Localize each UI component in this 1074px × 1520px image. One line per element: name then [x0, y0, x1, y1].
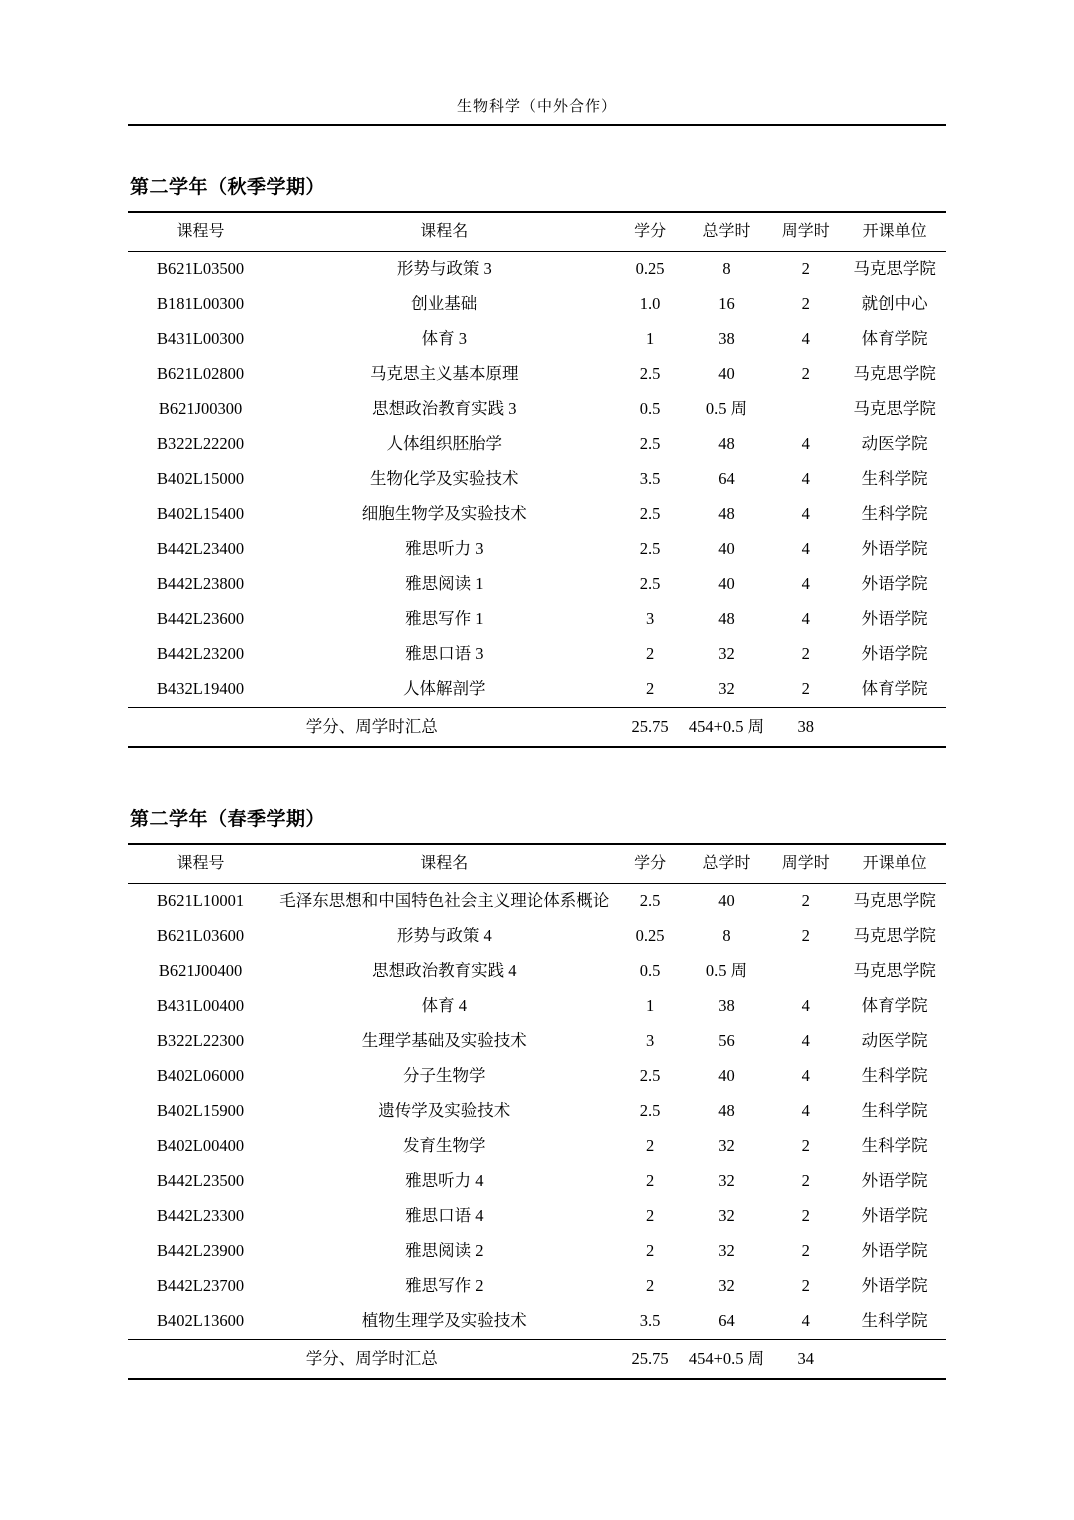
cell-credit: 2 — [645, 644, 655, 664]
cell-total-hours: 48 — [718, 504, 735, 524]
cell-total-hours: 16 — [718, 294, 735, 314]
column-header-unit: 开课单位 — [843, 212, 946, 252]
cell-unit: 外语学院 — [861, 539, 928, 559]
cell-unit: 体育学院 — [861, 679, 928, 699]
cell-name: 思想政治教育实践 3 — [372, 399, 517, 419]
cell-credit: 2.5 — [639, 364, 661, 384]
cell-unit: 外语学院 — [861, 1171, 928, 1191]
cell-code: B621L03500 — [156, 259, 245, 279]
cell-credit: 2 — [645, 1241, 655, 1261]
total-credit: 25.75 — [615, 708, 684, 748]
cell-name: 形势与政策 3 — [396, 259, 492, 279]
cell-total-hours: 8 — [722, 926, 731, 946]
cell-weekly-hours: 4 — [801, 329, 810, 349]
cell-code: B442L23700 — [156, 1276, 245, 1296]
table-total-row — [128, 708, 946, 748]
cell-unit: 体育学院 — [861, 996, 928, 1016]
cell-unit: 马克思学院 — [853, 364, 936, 384]
cell-code: B431L00400 — [156, 996, 245, 1016]
cell-code: B432L19400 — [156, 679, 245, 699]
cell-credit: 0.5 — [639, 961, 661, 981]
section-autumn — [128, 172, 946, 748]
cell-name: 雅思口语 4 — [405, 1206, 484, 1226]
cell-weekly-hours: 2 — [801, 1241, 810, 1261]
cell-total-hours: 40 — [718, 364, 735, 384]
cell-total-hours: 40 — [718, 891, 735, 911]
cell-credit: 2.5 — [639, 504, 661, 524]
cell-credit: 1 — [645, 329, 655, 349]
cell-credit: 2.5 — [639, 1066, 661, 1086]
cell-credit: 2 — [645, 679, 655, 699]
section-spring — [128, 804, 946, 1380]
cell-code: B322L22300 — [156, 1031, 245, 1051]
cell-code: B442L23400 — [156, 539, 245, 559]
cell-name: 人体组织胚胎学 — [386, 434, 502, 454]
cell-credit: 1.0 — [639, 294, 661, 314]
cell-total-hours: 32 — [718, 644, 735, 664]
column-header-weekly-hours: 周学时 — [768, 844, 843, 884]
page-header: 生物科学（中外合作） — [128, 0, 946, 126]
cell-code: B621J00300 — [158, 399, 243, 419]
total-unit — [843, 708, 946, 748]
cell-credit: 2 — [645, 1171, 655, 1191]
table-header-row — [128, 844, 946, 884]
cell-unit: 生科学院 — [861, 469, 928, 489]
cell-total-hours: 38 — [718, 996, 735, 1016]
cell-code: B402L06000 — [156, 1066, 245, 1086]
cell-code: B402L13600 — [156, 1311, 245, 1331]
cell-total-hours: 40 — [718, 539, 735, 559]
cell-credit: 2 — [645, 1206, 655, 1226]
table-header-row — [128, 212, 946, 252]
cell-credit: 2.5 — [639, 434, 661, 454]
cell-unit: 生科学院 — [861, 1101, 928, 1121]
column-header-total-hours: 总学时 — [685, 212, 769, 252]
cell-name: 生理学基础及实验技术 — [361, 1031, 527, 1051]
cell-total-hours: 32 — [718, 679, 735, 699]
cell-unit: 生科学院 — [861, 1311, 928, 1331]
cell-weekly-hours: 2 — [801, 926, 810, 946]
table-row — [128, 1234, 946, 1269]
column-header-name: 课程名 — [273, 212, 615, 252]
cell-credit: 0.5 — [639, 399, 661, 419]
cell-weekly-hours: 4 — [801, 504, 810, 524]
cell-code: B442L23200 — [156, 644, 245, 664]
table-row — [128, 532, 946, 567]
total-label: 学分、周学时汇总 — [128, 1340, 615, 1380]
cell-unit: 生科学院 — [861, 1066, 928, 1086]
cell-name: 植物生理学及实验技术 — [361, 1311, 527, 1331]
table-row — [128, 1094, 946, 1129]
cell-credit: 3 — [645, 609, 655, 629]
cell-unit: 外语学院 — [861, 574, 928, 594]
cell-total-hours: 40 — [718, 574, 735, 594]
cell-weekly-hours: 4 — [801, 609, 810, 629]
column-header-weekly-hours: 周学时 — [768, 212, 843, 252]
course-table-autumn — [128, 211, 946, 748]
table-row — [128, 392, 946, 427]
cell-unit: 动医学院 — [861, 1031, 928, 1051]
table-total-row — [128, 1340, 946, 1380]
table-row — [128, 672, 946, 708]
cell-credit: 3.5 — [639, 1311, 661, 1331]
cell-unit: 马克思学院 — [853, 399, 936, 419]
table-row — [128, 357, 946, 392]
cell-total-hours: 32 — [718, 1206, 735, 1226]
cell-name: 生物化学及实验技术 — [370, 469, 519, 489]
total-hours: 454+0.5 周 — [685, 708, 769, 748]
cell-weekly-hours: 4 — [801, 1311, 810, 1331]
cell-code: B442L23500 — [156, 1171, 245, 1191]
table-row — [128, 1304, 946, 1340]
cell-weekly-hours: 2 — [801, 364, 810, 384]
table-head — [128, 212, 946, 252]
cell-weekly-hours: 2 — [801, 294, 810, 314]
cell-total-hours: 32 — [718, 1171, 735, 1191]
section-title: 第二学年（春季学期） — [130, 808, 326, 830]
cell-unit: 生科学院 — [861, 504, 928, 524]
cell-name: 雅思听力 3 — [405, 539, 484, 559]
cell-total-hours: 0.5 周 — [705, 961, 748, 981]
cell-code: B442L23300 — [156, 1206, 245, 1226]
cell-code: B621L02800 — [156, 364, 245, 384]
cell-unit: 马克思学院 — [853, 926, 936, 946]
column-header-code: 课程号 — [128, 844, 273, 884]
cell-credit: 1 — [645, 996, 655, 1016]
cell-total-hours: 32 — [718, 1136, 735, 1156]
cell-weekly-hours — [768, 954, 843, 989]
cell-weekly-hours: 4 — [801, 996, 810, 1016]
cell-total-hours: 64 — [718, 1311, 735, 1331]
cell-weekly-hours: 4 — [801, 434, 810, 454]
table-row — [128, 602, 946, 637]
cell-total-hours: 32 — [718, 1241, 735, 1261]
cell-credit: 0.25 — [635, 926, 665, 946]
cell-weekly-hours: 4 — [801, 469, 810, 489]
column-header-credit: 学分 — [615, 212, 684, 252]
cell-unit: 外语学院 — [861, 1241, 928, 1261]
cell-code: B621L10001 — [156, 891, 245, 911]
cell-name: 遗传学及实验技术 — [378, 1101, 511, 1121]
cell-name: 雅思写作 1 — [405, 609, 484, 629]
table-row — [128, 1164, 946, 1199]
cell-code: B181L00300 — [156, 294, 245, 314]
cell-name: 细胞生物学及实验技术 — [361, 504, 527, 524]
cell-unit: 马克思学院 — [853, 891, 936, 911]
cell-credit: 2.5 — [639, 891, 661, 911]
table-row — [128, 884, 946, 920]
table-row — [128, 252, 946, 288]
cell-total-hours: 40 — [718, 1066, 735, 1086]
course-table-spring — [128, 843, 946, 1380]
cell-weekly-hours: 4 — [801, 1101, 810, 1121]
table-row — [128, 1129, 946, 1164]
cell-name: 思想政治教育实践 4 — [372, 961, 517, 981]
table-row — [128, 919, 946, 954]
table-row — [128, 497, 946, 532]
cell-total-hours: 48 — [718, 1101, 735, 1121]
cell-name: 形势与政策 4 — [396, 926, 492, 946]
cell-unit: 马克思学院 — [853, 961, 936, 981]
cell-total-hours: 48 — [718, 609, 735, 629]
column-header-credit: 学分 — [615, 844, 684, 884]
cell-total-hours: 38 — [718, 329, 735, 349]
total-weekly-hours: 34 — [768, 1340, 843, 1380]
table-row — [128, 1199, 946, 1234]
cell-weekly-hours: 2 — [801, 644, 810, 664]
table-row — [128, 954, 946, 989]
total-label: 学分、周学时汇总 — [128, 708, 615, 748]
cell-credit: 2.5 — [639, 539, 661, 559]
cell-credit: 3 — [645, 1031, 655, 1051]
cell-unit: 生科学院 — [861, 1136, 928, 1156]
cell-unit: 就创中心 — [861, 294, 928, 314]
cell-weekly-hours: 4 — [801, 1066, 810, 1086]
total-hours: 454+0.5 周 — [685, 1340, 769, 1380]
cell-total-hours: 64 — [718, 469, 735, 489]
cell-weekly-hours: 2 — [801, 1276, 810, 1296]
total-weekly-hours: 38 — [768, 708, 843, 748]
cell-total-hours: 0.5 周 — [705, 399, 748, 419]
cell-weekly-hours: 4 — [801, 574, 810, 594]
cell-code: B431L00300 — [156, 329, 245, 349]
table-row — [128, 1269, 946, 1304]
cell-credit: 2.5 — [639, 574, 661, 594]
table-row — [128, 637, 946, 672]
total-unit — [843, 1340, 946, 1380]
cell-unit: 外语学院 — [861, 1276, 928, 1296]
cell-name: 雅思口语 3 — [405, 644, 484, 664]
table-row — [128, 322, 946, 357]
cell-code: B402L15900 — [156, 1101, 245, 1121]
table-body — [128, 252, 946, 748]
cell-total-hours: 8 — [722, 259, 731, 279]
column-header-code: 课程号 — [128, 212, 273, 252]
cell-name: 体育 4 — [421, 996, 467, 1016]
cell-weekly-hours: 2 — [801, 1171, 810, 1191]
table-row — [128, 462, 946, 497]
cell-name: 雅思阅读 2 — [405, 1241, 484, 1261]
cell-code: B402L15400 — [156, 504, 245, 524]
cell-unit: 马克思学院 — [853, 259, 936, 279]
cell-code: B442L23600 — [156, 609, 245, 629]
cell-credit: 2 — [645, 1136, 655, 1156]
total-credit: 25.75 — [615, 1340, 684, 1380]
cell-name: 雅思写作 2 — [405, 1276, 484, 1296]
table-body — [128, 884, 946, 1380]
cell-code: B322L22200 — [156, 434, 245, 454]
cell-name: 发育生物学 — [403, 1136, 486, 1156]
cell-weekly-hours: 2 — [801, 891, 810, 911]
column-header-unit: 开课单位 — [843, 844, 946, 884]
cell-total-hours: 32 — [718, 1276, 735, 1296]
cell-total-hours: 56 — [718, 1031, 735, 1051]
table-row — [128, 1024, 946, 1059]
cell-unit: 体育学院 — [861, 329, 928, 349]
cell-name: 体育 3 — [421, 329, 467, 349]
cell-name: 雅思听力 4 — [405, 1171, 484, 1191]
cell-code: B621J00400 — [158, 961, 243, 981]
cell-name: 雅思阅读 1 — [405, 574, 484, 594]
cell-name: 毛泽东思想和中国特色社会主义理论体系概论 — [279, 891, 610, 911]
cell-name: 创业基础 — [411, 294, 478, 314]
cell-code: B402L15000 — [156, 469, 245, 489]
cell-unit: 外语学院 — [861, 644, 928, 664]
table-head — [128, 844, 946, 884]
cell-weekly-hours: 4 — [801, 539, 810, 559]
column-header-total-hours: 总学时 — [685, 844, 769, 884]
cell-credit: 3.5 — [639, 469, 661, 489]
cell-code: B442L23800 — [156, 574, 245, 594]
cell-name: 马克思主义基本原理 — [370, 364, 519, 384]
table-row — [128, 427, 946, 462]
cell-credit: 2.5 — [639, 1101, 661, 1121]
section-title: 第二学年（秋季学期） — [130, 176, 326, 198]
table-row — [128, 1059, 946, 1094]
cell-credit: 0.25 — [635, 259, 665, 279]
cell-weekly-hours: 4 — [801, 1031, 810, 1051]
cell-unit: 动医学院 — [861, 434, 928, 454]
cell-name: 人体解剖学 — [403, 679, 486, 699]
cell-weekly-hours: 2 — [801, 259, 810, 279]
cell-weekly-hours: 2 — [801, 1136, 810, 1156]
table-row — [128, 287, 946, 322]
column-header-name: 课程名 — [273, 844, 615, 884]
cell-weekly-hours — [768, 392, 843, 427]
cell-code: B402L00400 — [156, 1136, 245, 1156]
table-row — [128, 567, 946, 602]
cell-name: 分子生物学 — [403, 1066, 486, 1086]
cell-code: B442L23900 — [156, 1241, 245, 1261]
cell-total-hours: 48 — [718, 434, 735, 454]
cell-weekly-hours: 2 — [801, 1206, 810, 1226]
cell-credit: 2 — [645, 1276, 655, 1296]
table-row — [128, 989, 946, 1024]
cell-weekly-hours: 2 — [801, 679, 810, 699]
cell-unit: 外语学院 — [861, 1206, 928, 1226]
cell-unit: 外语学院 — [861, 609, 928, 629]
cell-code: B621L03600 — [156, 926, 245, 946]
